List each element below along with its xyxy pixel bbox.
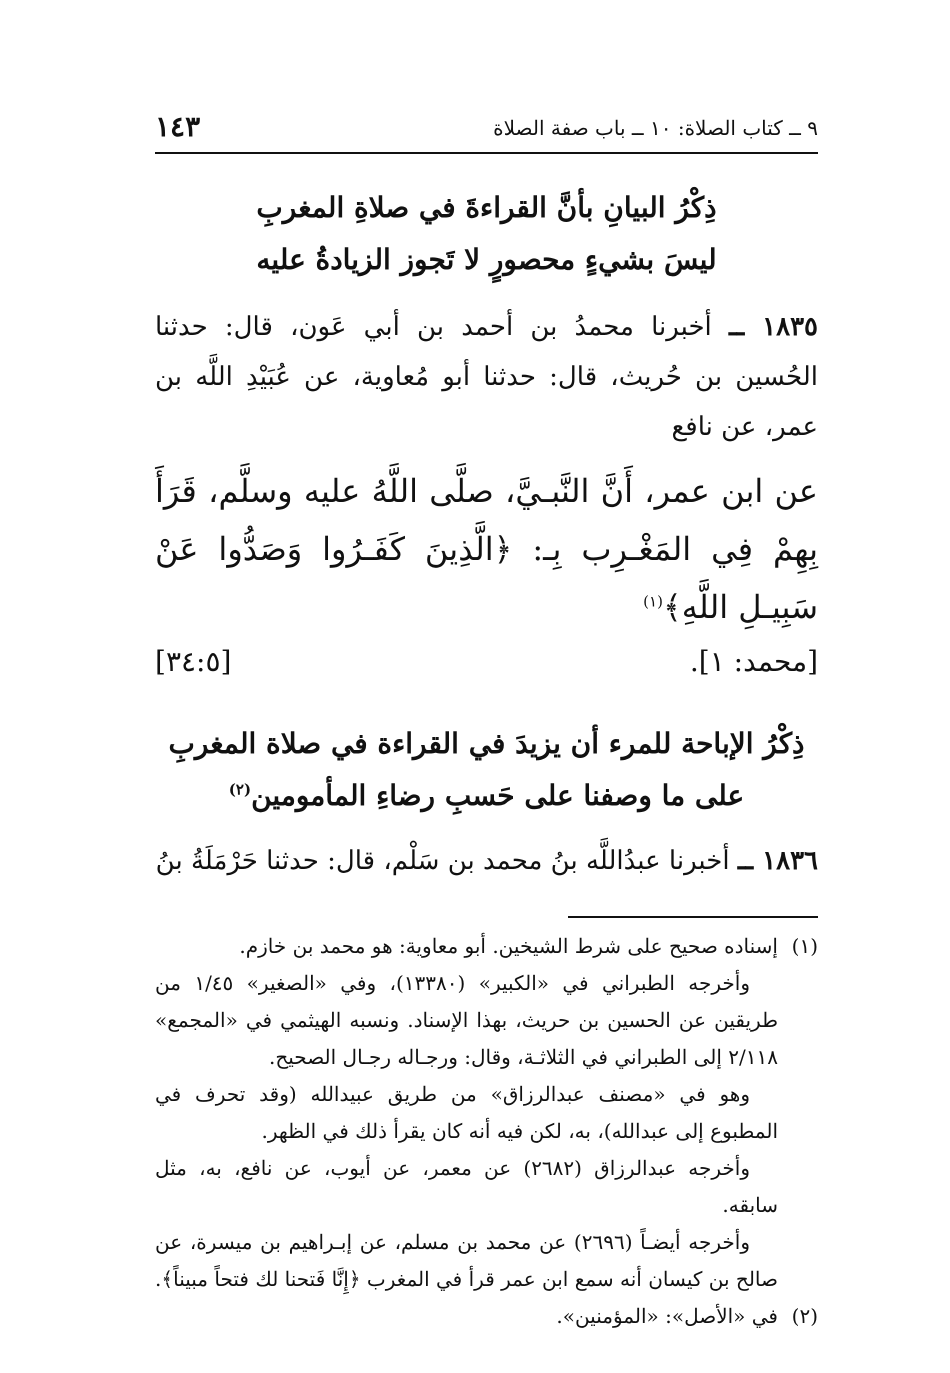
section-heading-1 <box>155 182 818 286</box>
edition-reference: [٣٤:٥] <box>155 645 232 678</box>
footnote-1-paragraph: إسناده صحيح على شرط الشيخين. أبو معاوية: هو محمد بن خازم. <box>239 934 778 958</box>
hadith-1836-isnad <box>155 836 818 886</box>
section-heading-2 <box>155 718 818 822</box>
footnote-separator <box>568 916 818 918</box>
hadith-1835-references <box>155 636 818 688</box>
footnote-1-paragraph: وهو في «مصنف عبدالرزاق» من طريق عبيدالله (وقد تحرف في المطبوع إلى عبدالله)، به، لكن فيه أنه كان يقرأ ذلك في الظهر. <box>155 1082 778 1143</box>
footnote-1-paragraph: وأخرجه أيضـاً (٢٦٩٦) عن محمد بن مسلم، عن إبـراهيم بن ميسرة، عن صالح بن كيسان أنه سمع ابن عمر قرأ في المغرب ﴿إِنَّا فَتحنا لك فتحاً مبيناً﴾. <box>155 1230 778 1291</box>
footnote-marker-2: (٢) <box>228 780 252 799</box>
footnote-1-paragraph: وأخرجه عبدالرزاق (٢٦٨٢) عن معمر، عن أيوب، عن نافع، به، مثل سابقه. <box>155 1156 778 1217</box>
section-heading-2-line-1: ذِكْرُ الإباحة للمرء أن يزيدَ في القراءة في صلاة المغربِ <box>168 727 805 760</box>
footnote-2-number: (٢) <box>791 1304 818 1328</box>
hadith-1835-isnad <box>155 302 818 452</box>
footnotes <box>155 928 818 1335</box>
quran-reference: [محمد: ١]. <box>689 645 818 678</box>
section-heading-1-line-2: ليسَ بشيءٍ محصورٍ لا تَجوز الزيادةُ عليه <box>256 243 717 276</box>
footnote-2 <box>155 1298 818 1335</box>
page-number: ١٤٣ <box>155 110 201 143</box>
footnote-2-paragraph: في «الأصل»: «المؤمنين». <box>556 1304 778 1328</box>
section-heading-1-line-1: ذِكْرُ البيانِ بأنَّ القراءةَ في صلاةِ المغربِ <box>256 191 717 224</box>
hadith-1835-isnad-text: أخبرنا محمدُ بن أحمد بن أبي عَون، قال: حدثنا الحُسين بن حُريث، قال: حدثنا أبو مُعاوية، عن عُبَيْدِ اللَّه بن عمر، عن نافع <box>155 312 818 442</box>
header-title: ٩ ــ كتاب الصلاة: ١٠ ــ باب صفة الصلاة <box>493 116 818 140</box>
hadith-1835-matn <box>155 462 818 636</box>
hadith-number-1836: ١٨٣٦ ــ <box>737 846 818 876</box>
footnote-1-number: (١) <box>791 934 818 958</box>
running-header <box>155 108 818 154</box>
hadith-number-1835: ١٨٣٥ ــ <box>728 312 819 342</box>
section-heading-2-line-2 <box>155 770 818 822</box>
footnote-1-paragraph: وأخرجه الطبراني في «الكبير» (١٣٣٨٠)، وفي «الصغير» ١/٤٥ من طريقين عن الحسين بن حريث، بهذا الإسناد. ونسبه الهيثمي في «المجمع» ٢/١١٨ إلى الطبراني في الثلاثـة، وقال: ورجـاله رجـال الصحيح. <box>155 971 778 1069</box>
section-heading-2-line-2-text: على ما وصفنا على حَسبِ رضاءِ المأمومين <box>251 779 745 812</box>
hadith-1836-isnad-text: أخبرنا عبدُاللَّه بنُ محمد بن سَلْم، قال: حدثنا حَرْمَلَةُ بنُ <box>155 846 730 876</box>
hadith-1835-matn-text: عن ابن عمر، أَنَّ النَّبـيَّ، صلَّى اللَّهُ عليه وسلَّم، قَرَأَ بِهِمْ فِي المَغْـرِب بِـ: ﴿الَّذِينَ كَفَـرُوا وَصَدُّوا عَنْ سَبِيـلِ اللَّهِ﴾ <box>155 472 818 626</box>
footnote-marker-1: (١) <box>643 592 663 611</box>
footnote-1 <box>155 928 818 1298</box>
page <box>155 108 818 1373</box>
